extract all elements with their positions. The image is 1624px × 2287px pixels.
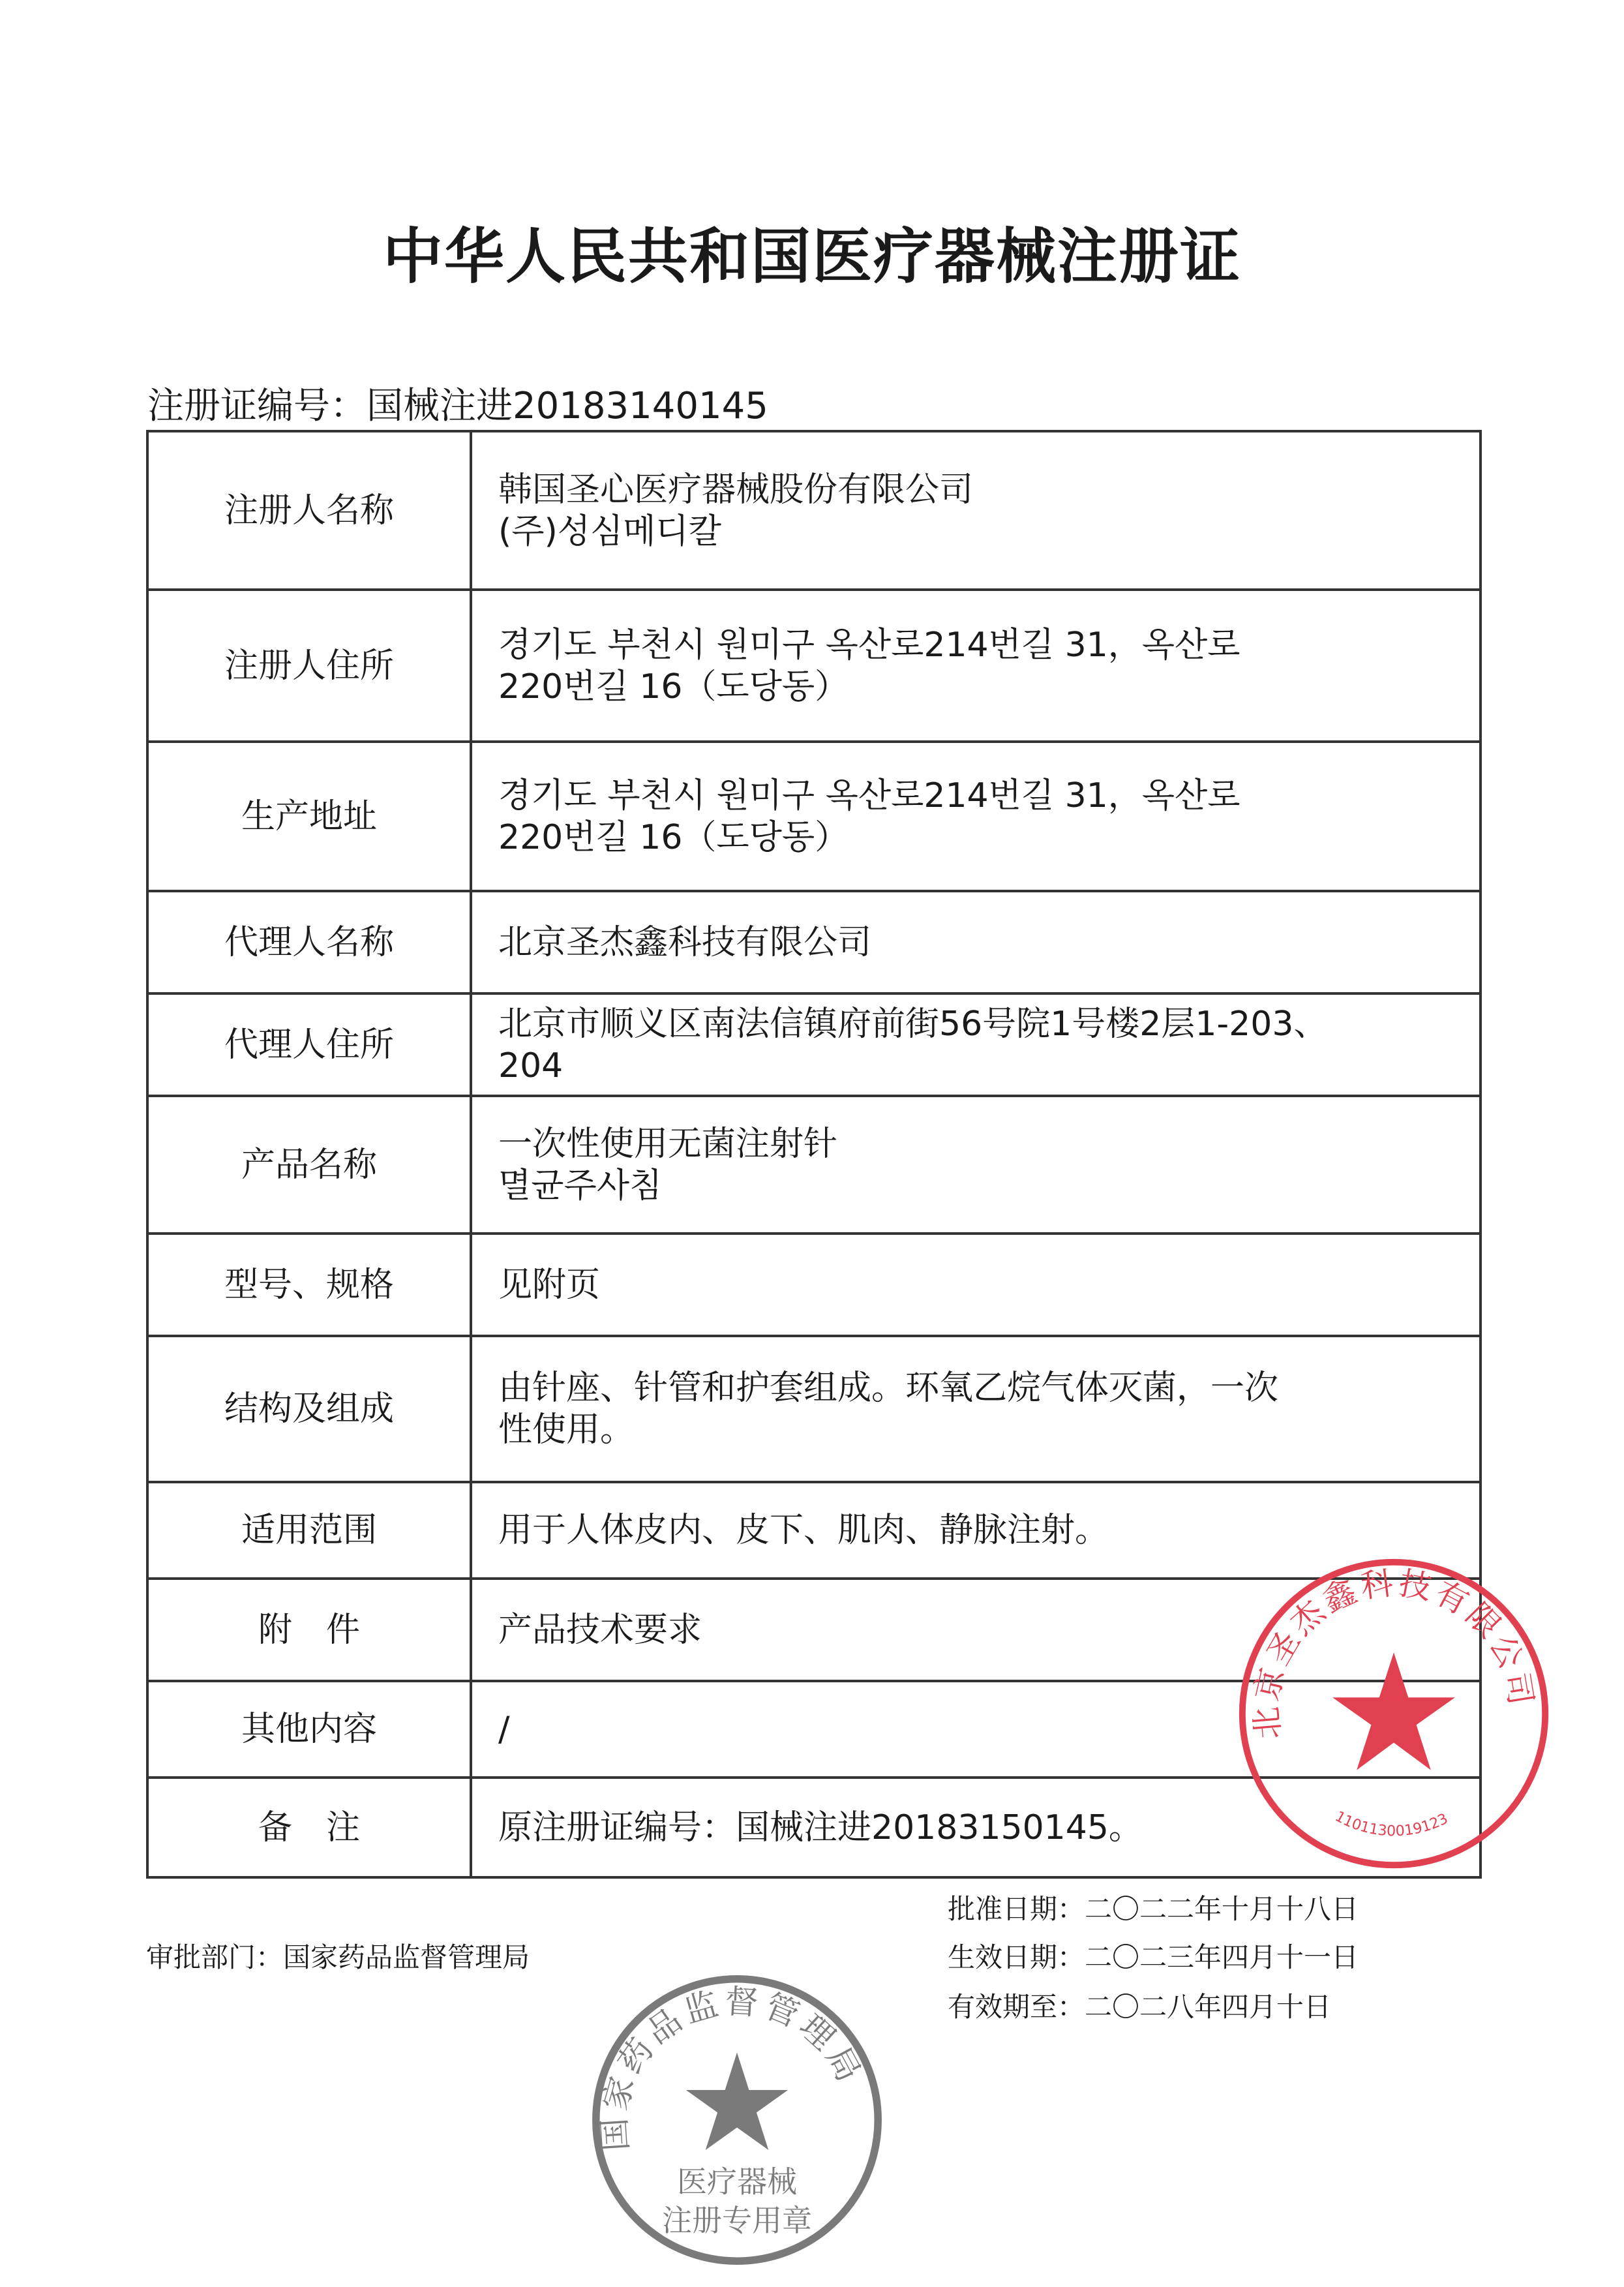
registration-number [147,377,768,429]
registration-number-label: 注册证编号： [147,385,367,427]
field-value [471,1778,1481,1877]
field-label: 代理人住所 [147,993,471,1096]
field-value-line: 204 [498,1046,564,1085]
approval-department: 审批部门：国家药品监督管理局 [146,1941,530,1973]
svg-text:1101130019123: 1101130019123 [1332,1808,1451,1840]
table-row [147,1234,1481,1336]
field-label: 附 件 [147,1579,471,1681]
field-value-line: 原注册证编号：国械注进20183150145。 [498,1808,1143,1847]
field-label: 备 注 [147,1778,471,1877]
svg-text:医疗器械: 医疗器械 [677,2164,797,2200]
registration-number-value: 国械注进20183140145 [367,385,768,427]
field-value-line: 韩国圣心医疗器械股份有限公司 [498,470,974,509]
field-value-line: 220번길 16（도당동） [498,817,849,857]
table-row [147,1336,1481,1482]
table-row [147,1579,1481,1681]
field-label: 适用范围 [147,1482,471,1579]
field-label: 型号、规格 [147,1234,471,1336]
table-row [147,742,1481,891]
field-label: 代理人名称 [147,891,471,993]
nmpa-registration-seal [587,1970,887,2270]
field-value-line: 경기도 부천시 원미구 옥산로214번길 31，옥산로 [498,625,1241,665]
approval-date: 批准日期：二〇二二年十月十八日 [948,1893,1359,1925]
certificate-table [146,430,1482,1879]
svg-text:注册专用章: 注册专用章 [662,2203,812,2239]
field-value [471,1336,1481,1482]
field-value-line: 一次性使用无菌注射针 [498,1124,838,1164]
field-value [471,1234,1481,1336]
field-value [471,742,1481,891]
field-value-line: 北京圣杰鑫科技有限公司 [498,922,872,962]
field-label: 注册人住所 [147,590,471,742]
table-row [147,993,1481,1096]
field-value-line: 220번길 16（도당동） [498,667,849,706]
table-row [147,590,1481,742]
field-value [471,1579,1481,1681]
field-value [471,993,1481,1096]
field-value-line: (주)성심메디칼 [498,511,721,551]
field-value-line: / [498,1710,510,1749]
field-value [471,891,1481,993]
svg-text:国家药品监督管理局: 国家药品监督管理局 [594,1982,871,2153]
field-label: 产品名称 [147,1096,471,1234]
field-label: 注册人名称 [147,431,471,590]
field-label: 其他内容 [147,1681,471,1778]
field-label: 生产地址 [147,742,471,891]
field-label: 结构及组成 [147,1336,471,1482]
table-row [147,431,1481,590]
field-value [471,590,1481,742]
field-value [471,431,1481,590]
field-value-line: 产品技术要求 [498,1610,702,1650]
effective-date: 生效日期：二〇二三年四月十一日 [948,1941,1359,1973]
certificate-title: 中华人民共和国医疗器械注册证 [382,222,1241,292]
field-value-line: 见附页 [498,1265,601,1305]
table-row [147,891,1481,993]
valid-until-date: 有效期至：二〇二八年四月十日 [948,1991,1332,2023]
field-value [471,1681,1481,1778]
field-value-line: 用于人体皮内、皮下、肌肉、静脉注射。 [498,1511,1109,1550]
field-value [471,1482,1481,1579]
svg-text:北京圣杰鑫科技有限公司: 北京圣杰鑫科技有限公司 [1246,1563,1541,1741]
table-row [147,1096,1481,1234]
field-value-line: 北京市顺义区南法信镇府前街56号院1号楼2层1-203、 [498,1004,1328,1044]
field-value-line: 멸균주사침 [498,1166,663,1205]
table-row [147,1778,1481,1877]
field-value-line: 由针座、针管和护套组成。环氧乙烷气体灭菌，一次 [498,1369,1279,1408]
field-value [471,1096,1481,1234]
field-value-line: 性使用。 [498,1410,635,1449]
table-row [147,1681,1481,1778]
table-row [147,1482,1481,1579]
field-value-line: 경기도 부천시 원미구 옥산로214번길 31，옥산로 [498,776,1241,815]
